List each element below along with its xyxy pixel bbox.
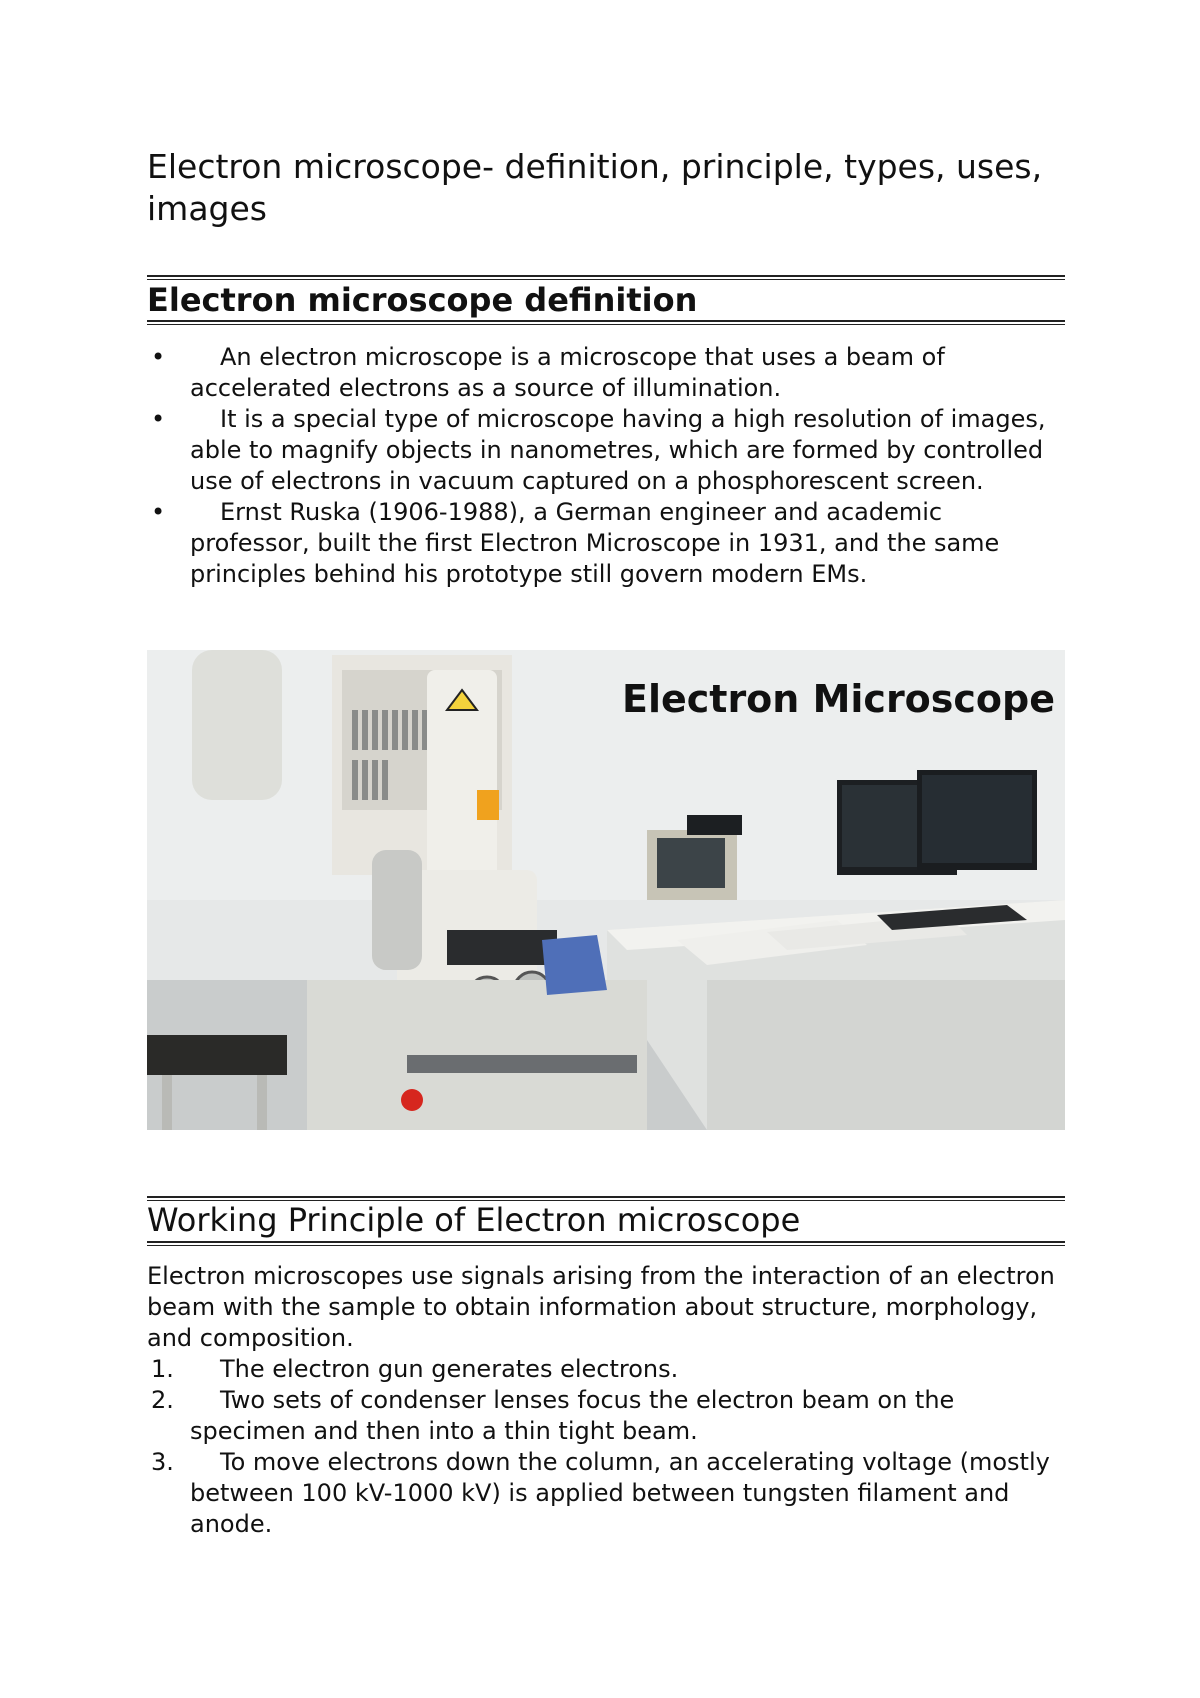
list-item xyxy=(147,497,1065,590)
step-text: The electron gun generates electrons. xyxy=(220,1355,679,1383)
step-number: 1. xyxy=(151,1355,174,1383)
working-principle-steps xyxy=(147,1354,1065,1540)
bullet-marker: • xyxy=(151,405,166,433)
step-number: 2. xyxy=(151,1386,174,1414)
step-number: 3. xyxy=(151,1448,174,1476)
electron-microscope-photo xyxy=(147,650,1065,1130)
bullet-text: An electron microscope is a microscope that uses a beam of accelerated electrons as a source of illumination. xyxy=(190,343,945,402)
list-item xyxy=(147,404,1065,497)
photo-caption-text: Electron Microscope xyxy=(622,677,1056,721)
section-working-principle-heading: Working Principle of Electron microscope xyxy=(147,1201,801,1239)
working-principle-intro: Electron microscopes use signals arising from the interaction of an electron beam with the sample to obtain information about structure, morphology, and composition. xyxy=(147,1262,1055,1352)
list-item xyxy=(147,1447,1065,1540)
bullet-text: It is a special type of microscope having a high resolution of images, able to magnify objects in nanometres, which are formed by controlled use of electrons in vacuum captured on a phosphorescent screen. xyxy=(190,405,1046,495)
bullet-text: Ernst Ruska (1906-1988), a German engineer and academic professor, built the first Electron Microscope in 1931, and the same principles behind his prototype still govern modern EMs. xyxy=(190,498,1000,588)
heading-rule-bottom xyxy=(147,320,1065,325)
heading-rule-bottom xyxy=(147,1241,1065,1246)
step-text: To move electrons down the column, an accelerating voltage (mostly between 100 kV-1000 kV) is applied between tungsten filament and anode. xyxy=(190,1448,1050,1538)
bullet-marker: • xyxy=(151,343,166,371)
step-text: Two sets of condenser lenses focus the electron beam on the specimen and then into a thin tight beam. xyxy=(190,1386,955,1445)
section-definition-heading: Electron microscope definition xyxy=(147,281,698,319)
definition-bullet-list xyxy=(147,342,1065,590)
list-item xyxy=(147,1354,1065,1385)
bullet-marker: • xyxy=(151,498,166,526)
document-title: Electron microscope- definition, principle, types, uses, images xyxy=(147,147,1043,228)
list-item xyxy=(147,1385,1065,1447)
list-item xyxy=(147,342,1065,404)
